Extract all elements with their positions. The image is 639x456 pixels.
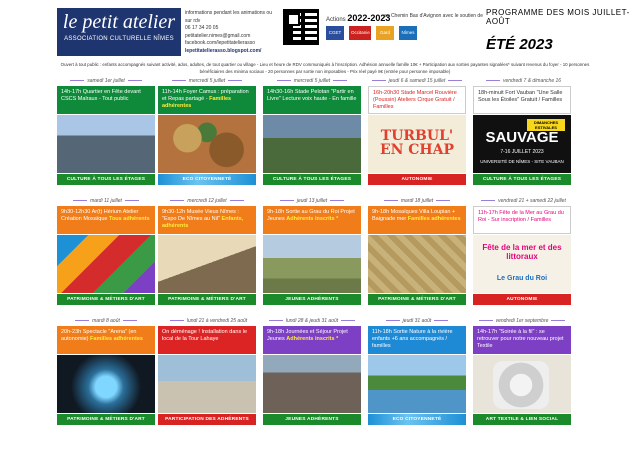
event-photo bbox=[263, 355, 361, 413]
logo-subtitle: ASSOCIATION CULTURELLE NÎMES bbox=[64, 36, 174, 42]
event-card[interactable] bbox=[473, 198, 571, 306]
partner-logos bbox=[326, 26, 417, 40]
contact-line: informations pendant les animations ou sur rdv bbox=[185, 10, 272, 24]
event-description: 14h-17h Quartier en Fête devant CSCS Malraux - Tout public bbox=[57, 86, 155, 114]
event-description: 9h30-12h Musée Vieux Nîmes : "Expo De Nîmes au Nil" Enfants, adhérents bbox=[158, 206, 256, 234]
event-photo bbox=[158, 115, 256, 173]
event-category-tag: ART TEXTILE & LIEN SOCIAL bbox=[473, 414, 571, 425]
event-photo bbox=[263, 235, 361, 293]
partner-logo-3: Gard bbox=[376, 26, 394, 40]
fete-poster-place: Le Grau du Roi bbox=[496, 275, 548, 282]
event-card[interactable] bbox=[57, 318, 155, 426]
event-card[interactable] bbox=[263, 318, 361, 426]
event-photo bbox=[473, 115, 571, 173]
sauvage-poster-title: SAUVAGE bbox=[485, 129, 559, 146]
event-category-tag: PATRIMOINE & MÉTIERS D'ART bbox=[57, 414, 155, 425]
event-category-tag: JEUNES ADHÉRENTS bbox=[263, 294, 361, 305]
event-date: jeudi 13 juillet bbox=[263, 198, 361, 204]
partner-logo-4: Nîmes bbox=[399, 26, 417, 40]
event-card[interactable] bbox=[473, 78, 571, 186]
event-date: jeudi 31 août bbox=[368, 318, 466, 324]
event-card[interactable] bbox=[158, 318, 256, 426]
event-date: mardi 18 juillet bbox=[368, 198, 466, 204]
actions-label bbox=[326, 13, 390, 23]
season-title: ÉTÉ 2023 bbox=[486, 36, 553, 53]
event-description: 11h-17h Fête de la Mer au Grau du Roi - Sur inscription / Familles bbox=[473, 206, 571, 234]
intro-text: Ouvert à tout public : enfants accompagnés suivant activité, ados, adultes, de tout quartier ou village - Lieu et heure de RDV communiqués à l'inscription. Adhésion annuelle famille 10€ + Participation aux sorties payantes signalées* suivant revenus du foyer - 10 personnes bénéficiaires des minima sociaux - 20 personnes par sortie non imposables - Prix réel payé 8€ (entrée pour personne imposable) bbox=[60, 62, 590, 74]
event-card[interactable] bbox=[57, 78, 155, 186]
association-logo bbox=[57, 8, 181, 56]
event-description: 9h-18h Journées et Séjour Projet Jeunes Adhérents inscrits * bbox=[263, 326, 361, 354]
event-card[interactable] bbox=[57, 198, 155, 306]
event-date: vendredi 7 & dimanche 16 bbox=[473, 78, 571, 90]
partner-logo-1: CGET bbox=[326, 26, 344, 40]
turbul-poster-title: TURBUL' EN CHAP bbox=[379, 128, 455, 158]
event-card[interactable] bbox=[368, 198, 466, 306]
event-description: 9h30-12h30 Ar(t) Hérium Atelier Création Mosaïque Tous adhérents bbox=[57, 206, 155, 234]
event-photo bbox=[57, 355, 155, 413]
event-card[interactable] bbox=[158, 198, 256, 306]
event-card[interactable] bbox=[368, 78, 466, 186]
event-photo bbox=[158, 355, 256, 413]
event-description: 18h-minuit Fort Vauban "Une Salle Sous les Étoiles" Gratuit / Familles bbox=[473, 86, 571, 114]
event-category-tag: ECO CITOYENNETÉ bbox=[158, 174, 256, 185]
sauvage-poster-top: DIMANCHES ESTIVALES bbox=[527, 119, 565, 131]
lieu-text: au Chemin Bas d'Avignon avec le soutien de bbox=[384, 13, 483, 19]
event-category-tag: AUTONOMIE bbox=[473, 294, 571, 305]
contact-blog[interactable]: lepetitatelierasso.blogspot.com/ bbox=[185, 47, 262, 54]
partner-logo-2: Occitanie bbox=[349, 26, 371, 40]
event-date: samedi 1er juillet bbox=[57, 78, 155, 84]
event-description: 14h-17h "Soirée à la fil" : se retrouver pour notre nouveau projet Textile bbox=[473, 326, 571, 354]
event-photo bbox=[368, 235, 466, 293]
event-photo bbox=[57, 235, 155, 293]
event-description: 14h30-16h Stade Pelotan "Partir en Livre" Lecture voix haute - En famille bbox=[263, 86, 361, 114]
event-description: On déménage ! Installation dans le local de la Tour Lahaye bbox=[158, 326, 256, 354]
event-date: vendredi 1er septembre bbox=[473, 318, 571, 324]
event-description: 9h-18h Mosaïques Villa Loupian + Baignade mer Familles adhérentes bbox=[368, 206, 466, 234]
event-category-tag: CULTURE À TOUS LES ÉTAGES bbox=[57, 174, 155, 185]
contact-facebook[interactable]: facebook.com/lepetitatelierasso bbox=[185, 40, 256, 46]
event-description: 9h-18h Sortie au Grau du Roi Projet Jeunes Adhérents inscrits * bbox=[263, 206, 361, 234]
event-date: vendredi 21 + samedi 22 juillet bbox=[473, 198, 571, 210]
program-title: PROGRAMME DES MOIS JUILLET-AOÛT bbox=[486, 8, 630, 26]
event-date: mercredi 5 juillet bbox=[263, 78, 361, 84]
event-card[interactable] bbox=[368, 318, 466, 426]
event-photo bbox=[473, 235, 571, 293]
event-date: mardi 11 juillet bbox=[57, 198, 155, 204]
event-category-tag: CULTURE À TOUS LES ÉTAGES bbox=[473, 174, 571, 185]
event-date: mercredi 12 juillet bbox=[158, 198, 256, 204]
event-category-tag: PATRIMOINE & MÉTIERS D'ART bbox=[368, 294, 466, 305]
event-card[interactable] bbox=[158, 78, 256, 186]
event-description: 11h-18h Sortie Nature à la rivière enfants +6 ans accompagnés / familles bbox=[368, 326, 466, 354]
event-card[interactable] bbox=[473, 318, 571, 426]
event-description: 16h-20h30 Stade Marcel Rouvière (Poussin) Ateliers Cirque Gratuit / Familles bbox=[368, 86, 466, 114]
logo-title: le petit atelier bbox=[62, 11, 176, 33]
contact-email[interactable]: petitatelier.nimes@gmail.com bbox=[185, 32, 251, 39]
event-date: mardi 8 août bbox=[57, 318, 155, 324]
event-category-tag: PATRIMOINE & MÉTIERS D'ART bbox=[57, 294, 155, 305]
event-photo bbox=[57, 115, 155, 173]
sauvage-poster-dates: 7-16 JUILLET 2023 bbox=[500, 149, 544, 155]
event-date: lundi 21 à vendredi 25 août bbox=[158, 318, 256, 330]
event-date: jeudi 6 & samedi 15 juillet bbox=[368, 78, 466, 84]
event-category-tag: CULTURE À TOUS LES ÉTAGES bbox=[263, 174, 361, 185]
event-category-tag: ECO CITOYENNETÉ bbox=[368, 414, 466, 425]
event-date: lundi 28 & jeudi 31 août bbox=[263, 318, 361, 324]
event-category-tag: PARTICIPATION DES ADHÉRENTS bbox=[158, 414, 256, 425]
event-card[interactable] bbox=[263, 78, 361, 186]
event-photo bbox=[158, 235, 256, 293]
event-description: 11h-14h Foyer Camus : préparation et Repas partagé - Familles adhérentes bbox=[158, 86, 256, 114]
event-photo bbox=[263, 115, 361, 173]
contact-phone: 06 17 34 20 05 bbox=[185, 25, 219, 31]
event-category-tag: AUTONOMIE bbox=[368, 174, 466, 185]
actions-word: Actions bbox=[326, 17, 346, 23]
contact-info bbox=[185, 10, 280, 55]
event-card[interactable] bbox=[263, 198, 361, 306]
event-photo bbox=[473, 355, 571, 413]
actions-years: 2022-2023 bbox=[347, 13, 391, 23]
event-photo bbox=[368, 115, 466, 173]
event-date: mercredi 5 juillet bbox=[158, 78, 256, 84]
event-description: 20h-23h Spectacle "Arena" (en autonomie) Familles adhérentes bbox=[57, 326, 155, 354]
textile-illustration bbox=[493, 361, 549, 409]
qr-code bbox=[283, 9, 319, 45]
fete-poster-title: Fête de la mer et des littoraux bbox=[482, 243, 562, 261]
event-category-tag: PATRIMOINE & MÉTIERS D'ART bbox=[158, 294, 256, 305]
event-photo bbox=[368, 355, 466, 413]
sauvage-poster-place: UNIVERSITÉ DE NÎMES - SITE VAUBAN bbox=[480, 159, 564, 164]
event-category-tag: JEUNES ADHÉRENTS bbox=[263, 414, 361, 425]
